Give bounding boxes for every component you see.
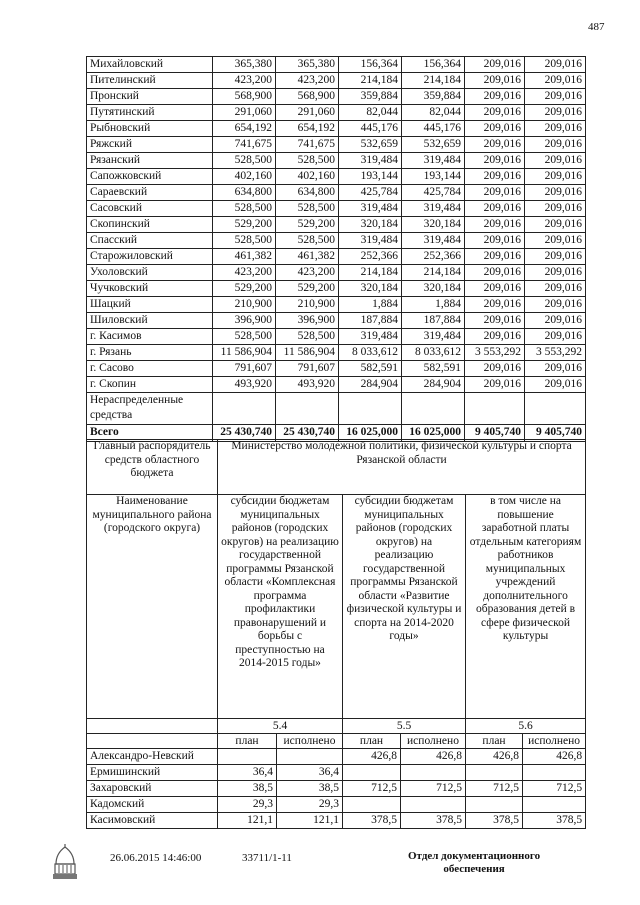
value-cell: 284,904 — [339, 377, 402, 393]
value-cell — [213, 393, 276, 425]
table-row — [87, 73, 586, 89]
value-cell: 82,044 — [402, 105, 465, 121]
district-name: г. Скопин — [87, 377, 213, 393]
value-cell: 214,184 — [339, 265, 402, 281]
value-cell: 378,5 — [343, 813, 401, 829]
value-cell: 209,016 — [525, 57, 586, 73]
value-cell: 320,184 — [339, 281, 402, 297]
table-row — [87, 137, 586, 153]
value-cell: 11 586,904 — [276, 345, 339, 361]
table-row — [87, 57, 586, 73]
value-cell: 252,366 — [339, 249, 402, 265]
value-cell: 319,484 — [339, 233, 402, 249]
value-cell: 210,900 — [276, 297, 339, 313]
value-cell: 712,5 — [343, 781, 401, 797]
value-cell: 209,016 — [525, 105, 586, 121]
value-cell — [466, 765, 523, 781]
value-cell: 378,5 — [523, 813, 586, 829]
value-cell: 426,8 — [466, 749, 523, 765]
value-cell: 209,016 — [465, 361, 525, 377]
table-row — [87, 249, 586, 265]
value-cell: 423,200 — [276, 73, 339, 89]
table-row — [87, 813, 586, 829]
plan-label: план — [218, 734, 277, 749]
unallocated-label: Нераспределенные средства — [87, 393, 213, 425]
value-cell: 532,659 — [402, 137, 465, 153]
value-cell: 378,5 — [401, 813, 466, 829]
value-cell — [401, 797, 466, 813]
value-cell: 209,016 — [525, 73, 586, 89]
value-cell: 209,016 — [465, 105, 525, 121]
value-cell: 209,016 — [465, 249, 525, 265]
value-cell: 582,591 — [339, 361, 402, 377]
table-row — [87, 201, 586, 217]
value-cell: 187,884 — [402, 313, 465, 329]
value-cell: 359,884 — [402, 89, 465, 105]
district-name: Шацкий — [87, 297, 213, 313]
table-row — [87, 281, 586, 297]
value-cell: 426,8 — [523, 749, 586, 765]
value-cell: 209,016 — [525, 297, 586, 313]
total-value-cell: 9 405,740 — [465, 425, 525, 442]
bottom-budget-table — [86, 439, 586, 829]
table-row — [87, 153, 586, 169]
value-cell: 209,016 — [465, 329, 525, 345]
table-row — [87, 233, 586, 249]
header-name-left: Наименование муниципального района (городского округа) — [87, 495, 218, 719]
done-label: исполнено — [401, 734, 466, 749]
value-cell: 209,016 — [465, 137, 525, 153]
value-cell — [339, 393, 402, 425]
district-name: Ермишинский — [87, 765, 218, 781]
done-label: исполнено — [523, 734, 586, 749]
value-cell: 209,016 — [465, 233, 525, 249]
value-cell: 582,591 — [402, 361, 465, 377]
value-cell: 528,500 — [276, 329, 339, 345]
value-cell: 209,016 — [525, 313, 586, 329]
value-cell: 209,016 — [465, 121, 525, 137]
table-row — [87, 105, 586, 121]
value-cell: 425,784 — [339, 185, 402, 201]
value-cell: 741,675 — [276, 137, 339, 153]
value-cell: 8 033,612 — [402, 345, 465, 361]
value-cell: 156,364 — [339, 57, 402, 73]
table-row — [87, 297, 586, 313]
value-cell: 529,200 — [213, 281, 276, 297]
code-5-5: 5.5 — [343, 719, 466, 734]
value-cell: 38,5 — [218, 781, 277, 797]
value-cell: 319,484 — [339, 201, 402, 217]
value-cell: 8 033,612 — [339, 345, 402, 361]
value-cell: 529,200 — [213, 217, 276, 233]
value-cell: 365,380 — [213, 57, 276, 73]
value-cell: 3 553,292 — [525, 345, 586, 361]
district-name: Сапожковский — [87, 169, 213, 185]
done-label: исполнено — [277, 734, 343, 749]
footer-code: 33711/1-11 — [242, 852, 292, 864]
value-cell: 568,900 — [213, 89, 276, 105]
table-row — [87, 781, 586, 797]
value-cell — [276, 393, 339, 425]
code-5-4: 5.4 — [218, 719, 343, 734]
top-budget-table — [86, 56, 586, 442]
district-name: Ухоловский — [87, 265, 213, 281]
header-main-left: Главный распорядитель средств областного бюджета — [87, 440, 218, 495]
footer-datetime: 26.06.2015 14:46:00 — [110, 852, 202, 864]
value-cell: 654,192 — [213, 121, 276, 137]
value-cell: 529,200 — [276, 281, 339, 297]
table-row — [87, 313, 586, 329]
value-cell — [402, 393, 465, 425]
district-name: Касимовский — [87, 813, 218, 829]
value-cell: 209,016 — [525, 217, 586, 233]
total-value-cell: 25 430,740 — [276, 425, 339, 442]
district-name: Сараевский — [87, 185, 213, 201]
value-cell: 209,016 — [525, 377, 586, 393]
value-cell: 320,184 — [339, 217, 402, 233]
district-name: г. Рязань — [87, 345, 213, 361]
value-cell: 378,5 — [466, 813, 523, 829]
value-cell: 209,016 — [525, 185, 586, 201]
value-cell: 493,920 — [213, 377, 276, 393]
value-cell: 528,500 — [276, 201, 339, 217]
district-name: Спасский — [87, 233, 213, 249]
table-row — [87, 749, 586, 765]
value-cell: 426,8 — [343, 749, 401, 765]
total-value-cell: 9 405,740 — [525, 425, 586, 442]
value-cell: 426,8 — [401, 749, 466, 765]
value-cell: 209,016 — [525, 233, 586, 249]
value-cell: 532,659 — [339, 137, 402, 153]
value-cell — [525, 393, 586, 425]
table-row — [87, 377, 586, 393]
total-label: Всего — [87, 425, 213, 442]
value-cell: 634,800 — [276, 185, 339, 201]
value-cell: 396,900 — [276, 313, 339, 329]
value-cell: 156,364 — [402, 57, 465, 73]
value-cell: 528,500 — [213, 233, 276, 249]
col3-header: в том числе на повышение заработной платы отдельным категориям работников муниципальных учреждений дополнительного образования детей в сфере физической культуры — [466, 495, 586, 719]
value-cell: 209,016 — [525, 89, 586, 105]
value-cell: 209,016 — [465, 201, 525, 217]
value-cell: 209,016 — [465, 265, 525, 281]
district-name: Михайловский — [87, 57, 213, 73]
total-value-cell: 16 025,000 — [339, 425, 402, 442]
footer-dept-line2: обеспечения — [443, 863, 505, 875]
table-row — [87, 89, 586, 105]
value-cell: 209,016 — [525, 137, 586, 153]
value-cell — [401, 765, 466, 781]
value-cell: 319,484 — [402, 233, 465, 249]
value-cell: 712,5 — [401, 781, 466, 797]
value-cell: 209,016 — [525, 153, 586, 169]
value-cell: 284,904 — [402, 377, 465, 393]
value-cell: 528,500 — [213, 201, 276, 217]
district-name: Рыбновский — [87, 121, 213, 137]
value-cell — [465, 393, 525, 425]
value-cell: 187,884 — [339, 313, 402, 329]
value-cell: 193,144 — [339, 169, 402, 185]
value-cell: 3 553,292 — [465, 345, 525, 361]
value-cell: 209,016 — [465, 217, 525, 233]
value-cell: 365,380 — [276, 57, 339, 73]
value-cell: 528,500 — [213, 329, 276, 345]
value-cell: 209,016 — [525, 281, 586, 297]
col1-header: субсидии бюджетам муниципальных районов (городских округов) на реализацию государственной программы Рязанской области «Комплексная программа профилактики правонарушений и борьбы с преступностью на 2014-2015 годы» — [218, 495, 343, 719]
value-cell — [523, 765, 586, 781]
value-cell: 461,382 — [276, 249, 339, 265]
value-cell: 214,184 — [402, 73, 465, 89]
value-cell: 320,184 — [402, 281, 465, 297]
page-number: 487 — [588, 21, 605, 33]
value-cell: 320,184 — [402, 217, 465, 233]
col2-header: субсидии бюджетам муниципальных районов (городских округов) на реализацию государственной программы Рязанской области «Развитие физической культуры и спорта на 2014-2020 годы» — [343, 495, 466, 719]
total-value-cell: 16 025,000 — [402, 425, 465, 442]
plan-label: план — [466, 734, 523, 749]
district-name: Рязанский — [87, 153, 213, 169]
value-cell: 121,1 — [218, 813, 277, 829]
value-cell: 634,800 — [213, 185, 276, 201]
value-cell: 319,484 — [402, 153, 465, 169]
district-name: Кадомский — [87, 797, 218, 813]
district-name: Шиловский — [87, 313, 213, 329]
value-cell — [343, 797, 401, 813]
value-cell: 209,016 — [525, 201, 586, 217]
value-cell: 654,192 — [276, 121, 339, 137]
value-cell: 423,200 — [276, 265, 339, 281]
value-cell: 209,016 — [465, 297, 525, 313]
value-cell: 402,160 — [276, 169, 339, 185]
value-cell: 319,484 — [339, 329, 402, 345]
value-cell: 209,016 — [465, 89, 525, 105]
footer-department — [408, 850, 540, 876]
value-cell: 359,884 — [339, 89, 402, 105]
value-cell — [523, 797, 586, 813]
value-cell: 1,884 — [402, 297, 465, 313]
value-cell: 291,060 — [276, 105, 339, 121]
footer-dept-line1: Отдел документационного — [408, 850, 541, 862]
value-cell: 209,016 — [465, 185, 525, 201]
district-name: Скопинский — [87, 217, 213, 233]
value-cell: 38,5 — [277, 781, 343, 797]
value-cell: 712,5 — [466, 781, 523, 797]
empty-cell — [87, 719, 218, 734]
value-cell: 209,016 — [525, 169, 586, 185]
value-cell: 209,016 — [465, 313, 525, 329]
value-cell — [466, 797, 523, 813]
value-cell: 36,4 — [218, 765, 277, 781]
total-value-cell: 25 430,740 — [213, 425, 276, 442]
value-cell: 445,176 — [339, 121, 402, 137]
table-row — [87, 361, 586, 377]
value-cell: 461,382 — [213, 249, 276, 265]
district-name: Александро-Невский — [87, 749, 218, 765]
empty-cell — [87, 734, 218, 749]
table-row — [87, 797, 586, 813]
value-cell: 291,060 — [213, 105, 276, 121]
district-name: Чучковский — [87, 281, 213, 297]
district-name: Захаровский — [87, 781, 218, 797]
table-row — [87, 345, 586, 361]
value-cell: 214,184 — [339, 73, 402, 89]
table-row — [87, 265, 586, 281]
district-name: г. Касимов — [87, 329, 213, 345]
value-cell: 423,200 — [213, 73, 276, 89]
district-name: Путятинский — [87, 105, 213, 121]
table-row-unallocated — [87, 393, 586, 425]
district-name: Пителинский — [87, 73, 213, 89]
table-row — [87, 185, 586, 201]
district-name: Сасовский — [87, 201, 213, 217]
value-cell: 493,920 — [276, 377, 339, 393]
value-cell: 1,884 — [339, 297, 402, 313]
value-cell: 209,016 — [465, 153, 525, 169]
value-cell: 396,900 — [213, 313, 276, 329]
value-cell: 319,484 — [402, 201, 465, 217]
header-main-right: Министерство молодежной политики, физической культуры и спорта Рязанской области — [218, 440, 586, 495]
value-cell: 528,500 — [276, 153, 339, 169]
value-cell: 741,675 — [213, 137, 276, 153]
district-name: Старожиловский — [87, 249, 213, 265]
value-cell: 209,016 — [465, 57, 525, 73]
value-cell: 568,900 — [276, 89, 339, 105]
value-cell: 36,4 — [277, 765, 343, 781]
value-cell: 11 586,904 — [213, 345, 276, 361]
value-cell: 791,607 — [276, 361, 339, 377]
value-cell — [218, 749, 277, 765]
value-cell: 29,3 — [277, 797, 343, 813]
district-name: Ряжский — [87, 137, 213, 153]
value-cell: 423,200 — [213, 265, 276, 281]
district-name: Пронский — [87, 89, 213, 105]
value-cell: 209,016 — [465, 377, 525, 393]
value-cell: 209,016 — [465, 73, 525, 89]
table-row — [87, 329, 586, 345]
value-cell: 528,500 — [276, 233, 339, 249]
value-cell: 121,1 — [277, 813, 343, 829]
district-name: г. Сасово — [87, 361, 213, 377]
value-cell: 209,016 — [525, 249, 586, 265]
value-cell: 214,184 — [402, 265, 465, 281]
value-cell: 712,5 — [523, 781, 586, 797]
value-cell: 29,3 — [218, 797, 277, 813]
value-cell: 319,484 — [339, 153, 402, 169]
value-cell: 193,144 — [402, 169, 465, 185]
value-cell: 209,016 — [525, 329, 586, 345]
value-cell: 209,016 — [465, 281, 525, 297]
value-cell: 209,016 — [525, 121, 586, 137]
table-row — [87, 169, 586, 185]
value-cell: 82,044 — [339, 105, 402, 121]
table-row — [87, 217, 586, 233]
value-cell: 445,176 — [402, 121, 465, 137]
value-cell: 402,160 — [213, 169, 276, 185]
value-cell: 319,484 — [402, 329, 465, 345]
value-cell: 252,366 — [402, 249, 465, 265]
value-cell — [343, 765, 401, 781]
value-cell: 425,784 — [402, 185, 465, 201]
value-cell: 209,016 — [465, 169, 525, 185]
value-cell: 209,016 — [525, 361, 586, 377]
value-cell — [277, 749, 343, 765]
value-cell: 209,016 — [525, 265, 586, 281]
value-cell: 529,200 — [276, 217, 339, 233]
value-cell: 210,900 — [213, 297, 276, 313]
table-row — [87, 765, 586, 781]
table-row — [87, 121, 586, 137]
value-cell: 528,500 — [213, 153, 276, 169]
code-5-6: 5.6 — [466, 719, 586, 734]
plan-label: план — [343, 734, 401, 749]
duma-logo-icon — [50, 844, 80, 884]
value-cell: 791,607 — [213, 361, 276, 377]
